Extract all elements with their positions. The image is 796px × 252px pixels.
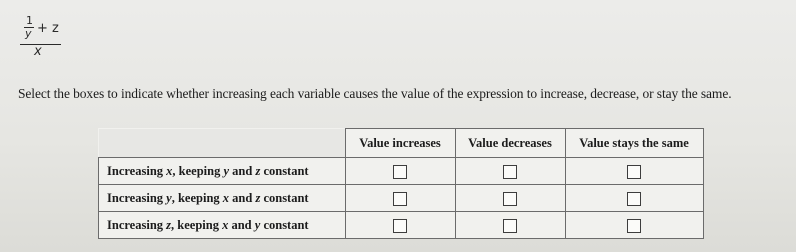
inner-denominator: y [25,27,32,40]
row-label-y: Increasing y, keeping x and z constant [99,185,346,212]
checkbox-y-increases[interactable] [393,192,407,206]
checkbox-z-decreases[interactable] [503,219,517,233]
col-header-decreases: Value decreases [455,129,565,158]
checkbox-x-increases[interactable] [393,165,407,179]
corner-cell [99,129,346,158]
table-row [99,185,704,212]
answer-grid [98,128,704,239]
checkbox-x-stays-same[interactable] [627,165,641,179]
col-header-increases: Value increases [345,129,455,158]
row-label-x: Increasing x, keeping y and z constant [99,158,346,185]
col-header-stays-same: Value stays the same [565,129,703,158]
denominator: x [34,44,42,59]
checkbox-z-increases[interactable] [393,219,407,233]
table-row [99,158,704,185]
row-label-z: Increasing z, keeping x and y constant [99,212,346,239]
checkbox-y-decreases[interactable] [503,192,517,206]
checkbox-x-decreases[interactable] [503,165,517,179]
header-row [99,129,704,158]
numerator-rest: + z [37,21,59,36]
checkbox-y-stays-same[interactable] [627,192,641,206]
table-row [99,212,704,239]
math-expression [18,12,64,60]
instructions-text: Select the boxes to indicate whether increasing each variable causes the value of the expression to increase, decrease, or stay the same. [18,86,732,101]
inner-numerator: 1 [26,14,33,27]
checkbox-z-stays-same[interactable] [627,219,641,233]
